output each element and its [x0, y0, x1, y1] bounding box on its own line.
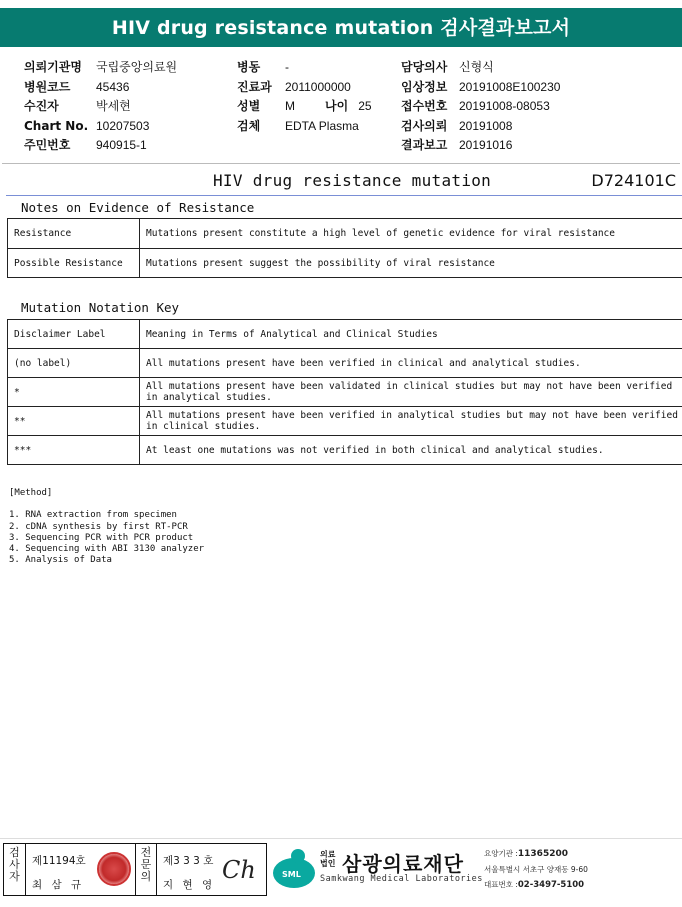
- sml-logo-text: SML: [282, 870, 301, 879]
- table-cell-key: Possible Resistance: [8, 249, 140, 278]
- table-cell-value: Mutations present suggest the possibility of viral resistance: [140, 249, 682, 278]
- info-label: 수진자: [24, 99, 59, 113]
- table-cell-key: **: [8, 407, 140, 436]
- table-cell-key: ***: [8, 436, 140, 465]
- reviewer-signature: Ch: [222, 856, 256, 884]
- reviewer-label-text: 전문의: [140, 846, 152, 883]
- signature-box: [3, 843, 267, 896]
- info-label: 병원코드: [24, 79, 71, 94]
- info-divider: [2, 163, 680, 164]
- examiner-label-text: 검사자: [9, 846, 20, 883]
- info-row-sex-age: [237, 97, 372, 117]
- table-row: [8, 436, 682, 465]
- logo-small-line: 법인: [320, 859, 336, 868]
- info-value: 20191016: [459, 138, 513, 152]
- info-label: 주민번호: [24, 138, 71, 152]
- contact-value: 02-3497-5100: [517, 880, 585, 890]
- info-label: 검체: [237, 118, 261, 133]
- info-label: 임상정보: [401, 79, 448, 94]
- method-step: 1. RNA extraction from specimen: [9, 510, 177, 521]
- contact-line-phone: [484, 877, 588, 893]
- info-value: 국립중앙의료원: [96, 60, 178, 74]
- examiner-name: 최 삼 규: [32, 879, 85, 891]
- patient-info-column-2: [237, 58, 372, 136]
- table-cell-value: All mutations present have been verified in clinical and analytical studies.: [140, 349, 682, 378]
- examiner-label: [4, 844, 26, 895]
- reviewer-name: 지 현 영: [163, 879, 216, 891]
- footer-divider: [0, 838, 682, 839]
- table-cell-key: *: [8, 378, 140, 407]
- info-value-age: 25: [358, 99, 372, 113]
- table-row: [8, 378, 682, 407]
- document-title: HIV drug resistance mutation: [213, 171, 492, 190]
- notation-table: [7, 319, 682, 465]
- logo-name: 삼광의료재단: [342, 852, 464, 876]
- info-row-hospital-code: [24, 78, 177, 98]
- table-header-value: Meaning in Terms of Analytical and Clinical Studies: [140, 320, 682, 349]
- contact-value: 11365200: [517, 849, 568, 859]
- document-code: D724101C: [591, 171, 676, 190]
- info-value: -: [285, 60, 289, 74]
- info-row-specimen: [237, 117, 372, 137]
- info-label: 병동: [237, 60, 261, 74]
- table-cell-value: All mutations present have been verified in analytical studies but may not have been verified in clinical studies.: [140, 407, 682, 436]
- table-cell-value: Mutations present constitute a high level of genetic evidence for viral resistance: [140, 219, 682, 249]
- info-value: EDTA Plasma: [285, 118, 359, 133]
- info-row-report-date: [401, 136, 560, 156]
- method-step: 4. Sequencing with ABI 3130 analyzer: [9, 544, 205, 555]
- method-step: 3. Sequencing PCR with PCR product: [9, 532, 194, 543]
- table-row: [8, 407, 682, 436]
- table-cell-key: (no label): [8, 349, 140, 378]
- report-banner-title: HIV drug resistance mutation 검사결과보고서: [0, 8, 682, 47]
- info-label: 접수번호: [401, 99, 448, 113]
- info-row-institution: [24, 58, 177, 78]
- logo-english-name: Samkwang Medical Laboratories: [320, 874, 483, 884]
- info-label: 검사의뢰: [401, 118, 448, 133]
- reviewer-label: [135, 844, 157, 895]
- examiner-license-no: 제11194호: [32, 855, 86, 867]
- table-cell-key: Resistance: [8, 219, 140, 249]
- info-label: 진료과: [237, 79, 272, 94]
- info-value: 20191008E100230: [459, 79, 561, 94]
- contact-line-code: [484, 846, 588, 862]
- evidence-table: [7, 218, 682, 278]
- contact-line-address: 서울특별시 서초구 양재동 9-60: [484, 865, 588, 874]
- table-cell-value: All mutations present have been validated in clinical studies but may not have been verified in analytical studies.: [140, 378, 682, 407]
- info-row-chart-no: [24, 117, 177, 137]
- info-row-patient-name: [24, 97, 177, 117]
- report-footer: [0, 830, 682, 907]
- table-header-key: Disclaimer Label: [8, 320, 140, 349]
- info-value: 2011000000: [285, 79, 351, 94]
- info-row-receipt-no: [401, 97, 560, 117]
- examiner-seal-icon: [97, 852, 131, 886]
- method-section: [9, 488, 204, 567]
- table-row: [8, 219, 682, 249]
- info-row-clinical-info: [401, 78, 560, 98]
- reviewer-license-no: 제3 3 3 호: [163, 855, 214, 867]
- patient-info-column-1: [24, 58, 177, 156]
- info-label: Chart No.: [24, 118, 89, 133]
- title-underline: [6, 195, 682, 196]
- info-label: 담당의사: [401, 60, 448, 74]
- info-value: 940915-1: [96, 138, 147, 152]
- sml-logo-icon: [272, 847, 316, 891]
- logo-small-line: 의료: [320, 850, 336, 859]
- method-heading: [Method]: [9, 488, 53, 498]
- info-label: 결과보고: [401, 138, 448, 152]
- contact-label: 요양기관 :: [484, 849, 518, 858]
- info-row-resident-no: [24, 136, 177, 156]
- info-value: 20191008: [459, 118, 513, 133]
- info-value: 10207503: [96, 118, 150, 133]
- info-value: 박세현: [96, 99, 131, 113]
- info-label: 성별: [237, 99, 261, 113]
- contact-info: [484, 846, 588, 893]
- table-cell-value: At least one mutations was not verified in both clinical and analytical studies.: [140, 436, 682, 465]
- patient-info-column-3: [401, 58, 560, 156]
- table-row: [8, 349, 682, 378]
- method-step: 2. cDNA synthesis by first RT-PCR: [9, 521, 188, 532]
- table-header-row: [8, 320, 682, 349]
- info-label-age: 나이: [325, 99, 349, 113]
- logo-corporation-label: [320, 850, 335, 868]
- contact-label: 대표번호 :: [484, 880, 518, 889]
- notation-section-title: Mutation Notation Key: [21, 300, 180, 315]
- info-row-request-date: [401, 117, 560, 137]
- method-step: 5. Analysis of Data: [9, 555, 112, 566]
- info-row-department: [237, 78, 372, 98]
- info-value: 45436: [96, 79, 130, 94]
- info-value: 20191008-08053: [459, 99, 550, 113]
- info-row-doctor: [401, 58, 560, 78]
- table-row: [8, 249, 682, 278]
- info-value: 신형식: [459, 60, 494, 74]
- info-value: M: [285, 99, 295, 113]
- info-label: 의뢰기관명: [24, 60, 82, 74]
- evidence-section-title: Notes on Evidence of Resistance: [21, 200, 255, 215]
- info-row-ward: [237, 58, 372, 78]
